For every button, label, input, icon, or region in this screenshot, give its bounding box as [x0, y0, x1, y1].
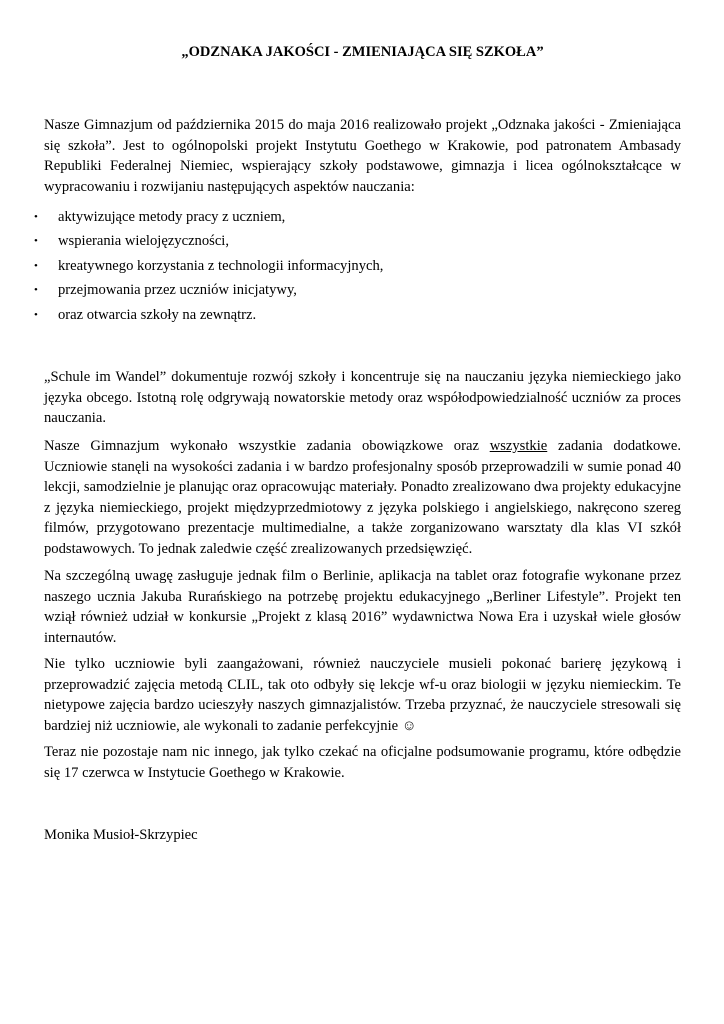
list-item-text: aktywizujące metody pracy z uczniem, [58, 209, 286, 225]
list-item-text: przejmowania przez uczniów inicjatywy, [58, 282, 297, 299]
tasks-text-start: Nasze Gimnazjum wykonało wszystkie zadania obowiązkowe oraz [44, 438, 490, 454]
tasks-paragraph [44, 436, 681, 559]
bullet-icon: • [34, 235, 38, 248]
teachers-paragraph: Nie tylko uczniowie byli zaangażowani, również nauczyciele musieli pokonać barierę językową i przeprowadzić zajęcia metodą CLIL, tak oto odbyły się lekcje wf-u oraz biologii w języku niemieckim. Te nietypowe zajęcia bardzo ucieszyły naszych gimnazjalistów. Trzeba przyznać, że nauczyciele stresowali się bardziej niż uczniowie, ale wykonali to zadanie perfekcyjnie ☺ [44, 656, 681, 734]
intro-paragraph: Nasze Gimnazjum od października 2015 do maja 2016 realizowało projekt „Odznaka jakości - Zmieniająca się szkoła”. Jest to ogólnopolski projekt Instytutu Goethego w Krakowie, pod patronatem Ambasady Republiki Federalnej Niemiec, wspierający szkoły podstawowe, gimnazja i licea ogólnokształcące w wypracowaniu i rozwijaniu następujących aspektów nauczania: [44, 117, 681, 195]
list-item [34, 256, 383, 280]
aspects-list [34, 207, 383, 329]
bullet-icon: • [34, 211, 38, 223]
list-item [34, 280, 383, 304]
underlined-word: wszystkie [489, 438, 548, 454]
list-item [34, 207, 383, 231]
list-item [34, 305, 383, 329]
berlin-film-paragraph: Na szczególną uwagę zasługuje jednak film o Berlinie, aplikacja na tablet oraz fotografie wykonane przez naszego ucznia Jakuba Rurańskiego na potrzebę projektu edukacyjnego „Berliner Lifestyle”. Projekt ten wziął również udział w konkursie „Projekt z klasą 2016” wydawnictwa Nowa Era i uzyskał wiele głosów internautów. [44, 568, 681, 646]
list-item-text: kreatywnego korzystania z technologii informacyjnych, [58, 257, 384, 274]
author-signature: Monika Musioł-Skrzypiec [44, 827, 198, 843]
list-item-text: oraz otwarcia szkoły na zewnątrz. [58, 306, 257, 323]
summary-paragraph: Teraz nie pozostaje nam nic innego, jak tylko czekać na oficjalne podsumowanie programu, które odbędzie się 17 czerwca w Instytucie Goethego w Krakowie. [44, 744, 681, 781]
bullet-icon: • [34, 284, 38, 297]
schule-im-wandel-paragraph: „Schule im Wandel” dokumentuje rozwój szkoły i koncentruje się na nauczaniu języka niemieckiego jako języka obcego. Istotną rolę odgrywają nowatorskie metody oraz współodpowiedzialność uczniów za proces nauczania. [44, 369, 681, 426]
document-title: „ODZNAKA JAKOŚCI - ZMIENIAJĄCA SIĘ SZKOŁA” [181, 44, 544, 60]
list-item [34, 231, 383, 255]
bullet-icon: • [34, 259, 38, 272]
list-item-text: wspierania wielojęzyczności, [58, 233, 229, 250]
bullet-icon: • [34, 308, 38, 321]
tasks-text-end: zadania dodatkowe. Uczniowie stanęli na wysokości zadania i w bardzo profesjonalny sposób przeprowadzili w sumie ponad 40 lekcji, samodzielnie je planując oraz opracowując materiały. Ponadto zrealizowano dwa projekty edukacyjne z języka niemieckiego, projekt międzyprzedmiotowy z języka polskiego i angielskiego, nakręcono szereg filmów, przygotowano prezentacje multimedialne, a także zorganizowano warsztaty dla klas VI szkół podstawowych. To jednak zaledwie część zrealizowanych przedsięwzięć. [44, 438, 682, 557]
